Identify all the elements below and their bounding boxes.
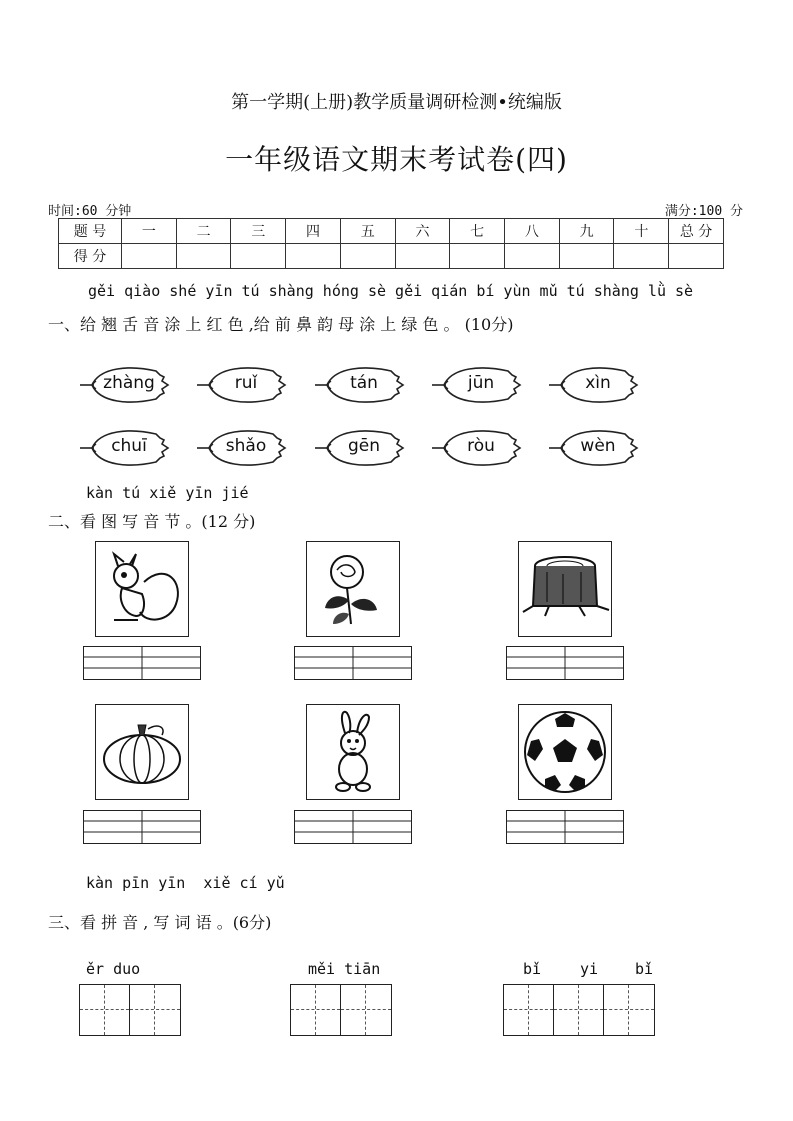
score-cell[interactable] xyxy=(614,244,669,269)
pinyin-leaf[interactable] xyxy=(549,363,641,407)
answer-grid[interactable] xyxy=(83,646,201,680)
writing-cell[interactable] xyxy=(554,985,604,1035)
question-number-row xyxy=(59,219,724,244)
football-picture xyxy=(518,704,612,800)
pinyin-leaf[interactable] xyxy=(432,426,524,470)
leaf-label: jūn xyxy=(467,373,495,393)
pinyin-leaf[interactable] xyxy=(432,363,524,407)
column-header: 八 xyxy=(505,219,560,244)
rose-icon xyxy=(307,542,399,636)
answer-grid[interactable] xyxy=(506,646,624,680)
word-pinyin: bǐ xyxy=(523,960,542,978)
rose-picture xyxy=(306,541,400,637)
score-cell[interactable] xyxy=(395,244,450,269)
pinyin-leaf[interactable] xyxy=(315,363,407,407)
word-pinyin: bǐ xyxy=(635,960,654,978)
answer-grid[interactable] xyxy=(294,646,412,680)
stump-picture xyxy=(518,541,612,637)
answer-grid[interactable] xyxy=(294,810,412,844)
column-header: 六 xyxy=(395,219,450,244)
word-pinyin: yi xyxy=(580,960,599,978)
leaf-label: chuī xyxy=(111,436,147,456)
writing-grid[interactable] xyxy=(79,984,181,1036)
q3-text: 三、看 拼 音 , 写 词 语 。(6分) xyxy=(48,913,272,932)
score-cell[interactable] xyxy=(176,244,231,269)
column-header: 二 xyxy=(176,219,231,244)
score-cell[interactable] xyxy=(286,244,341,269)
writing-cell[interactable] xyxy=(341,985,391,1035)
pumpkin-icon xyxy=(96,705,188,799)
leaf-label: ruǐ xyxy=(234,373,258,393)
column-header: 四 xyxy=(286,219,341,244)
pinyin-leaf[interactable] xyxy=(80,426,172,470)
word-pinyin: ěr duo xyxy=(86,960,141,978)
score-table xyxy=(58,218,724,269)
leaf-label: zhàng xyxy=(103,373,155,393)
score-cell[interactable] xyxy=(450,244,505,269)
q2-pinyin: kàn tú xiě yīn jié xyxy=(86,484,249,502)
column-header: 三 xyxy=(231,219,286,244)
leaf-label: tán xyxy=(350,373,378,393)
full-score: 满分:100 分 xyxy=(664,204,743,219)
pinyin-leaf[interactable] xyxy=(197,363,289,407)
pumpkin-picture xyxy=(95,704,189,800)
time-limit: 时间:60 分钟 xyxy=(48,204,132,219)
stump-icon xyxy=(519,542,611,636)
writing-cell[interactable] xyxy=(130,985,180,1035)
column-header: 九 xyxy=(559,219,614,244)
q1-pinyin: gěi qiào shé yīn tú shàng hóng sè gěi qián bí yùn mǔ tú shàng lǜ sè xyxy=(88,282,694,300)
pinyin-leaf[interactable] xyxy=(80,363,172,407)
exam-subtitle: 第一学期(上册)教学质量调研检测•统编版 xyxy=(231,92,562,113)
answer-grid[interactable] xyxy=(83,810,201,844)
squirrel-icon xyxy=(96,542,188,636)
column-header: 五 xyxy=(340,219,395,244)
leaf-label: gēn xyxy=(347,436,381,456)
score-cell[interactable] xyxy=(559,244,614,269)
squirrel-picture xyxy=(95,541,189,637)
football-icon xyxy=(519,705,611,799)
score-cell[interactable] xyxy=(505,244,560,269)
score-cell[interactable] xyxy=(231,244,286,269)
writing-cell[interactable] xyxy=(504,985,554,1035)
pinyin-leaf[interactable] xyxy=(549,426,641,470)
rabbit-picture xyxy=(306,704,400,800)
score-row xyxy=(59,244,724,269)
writing-cell[interactable] xyxy=(291,985,341,1035)
writing-cell[interactable] xyxy=(604,985,654,1035)
leaf-label: ròu xyxy=(467,436,495,456)
column-header: 总 分 xyxy=(669,219,724,244)
row-label: 题 号 xyxy=(59,219,122,244)
score-cell[interactable] xyxy=(669,244,724,269)
answer-grid[interactable] xyxy=(506,810,624,844)
column-header: 十 xyxy=(614,219,669,244)
leaf-label: xìn xyxy=(585,373,611,393)
leaf-label: shǎo xyxy=(225,436,267,456)
q3-pinyin: kàn pīn yīn xiě cí yǔ xyxy=(86,874,285,892)
score-cell[interactable] xyxy=(340,244,395,269)
word-pinyin: měi tiān xyxy=(308,960,381,978)
score-cell[interactable] xyxy=(122,244,177,269)
pinyin-leaf[interactable] xyxy=(197,426,289,470)
q2-text: 二、看 图 写 音 节 。(12 分) xyxy=(48,512,256,531)
row-label: 得 分 xyxy=(59,244,122,269)
column-header: 七 xyxy=(450,219,505,244)
writing-cell[interactable] xyxy=(80,985,130,1035)
rabbit-icon xyxy=(307,705,399,799)
leaf-label: wèn xyxy=(580,436,616,456)
writing-grid[interactable] xyxy=(290,984,392,1036)
pinyin-leaf[interactable] xyxy=(315,426,407,470)
column-header: 一 xyxy=(122,219,177,244)
writing-grid[interactable] xyxy=(503,984,655,1036)
q1-text: 一、给 翘 舌 音 涂 上 红 色 ,给 前 鼻 韵 母 涂 上 绿 色 。 (10分) xyxy=(48,315,514,334)
exam-title: 一年级语文期末考试卷(四) xyxy=(225,143,568,176)
